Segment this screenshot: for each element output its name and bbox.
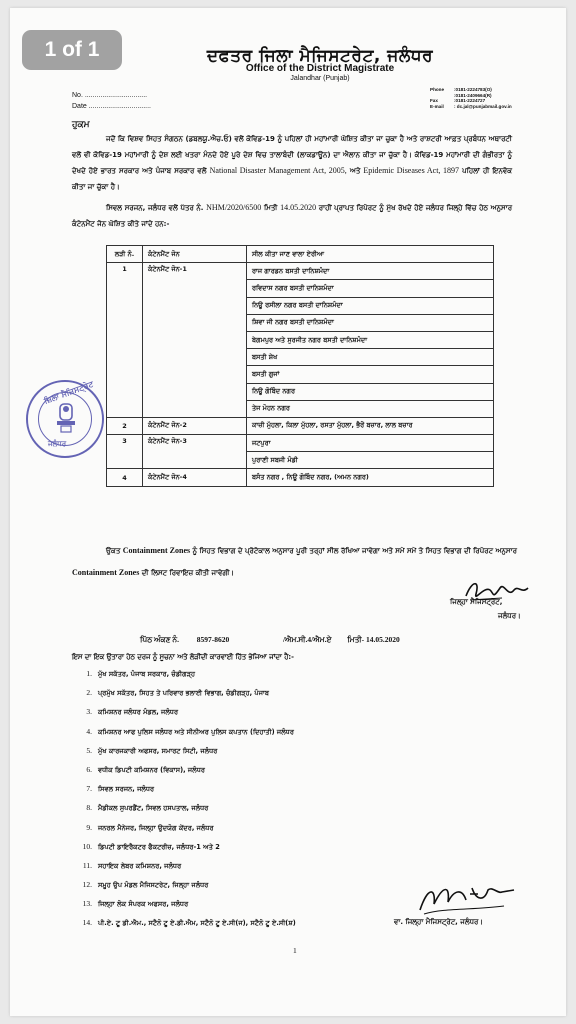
list-item [72, 860, 542, 879]
page-indicator-badge: 1 of 1 [22, 30, 122, 70]
contact-block [430, 87, 512, 109]
table-row [107, 469, 494, 486]
recipient-text: ਸਿਵਲ ਸਰਜਨ, ਜਲੰਧਰ [98, 785, 155, 794]
header-serial: ਲੜੀ ਨੰ. [107, 246, 143, 263]
recipient-text: ਕਮਿਸ਼ਨਰ ਜਲੰਧਰ ਮੰਡਲ, ਜਲੰਧਰ [98, 708, 179, 717]
contact-value: : dc.jal@punjabmail.gov.in [454, 103, 512, 109]
no-label: No. [72, 92, 83, 99]
recipient-text: ਪੀ.ਏ. ਟੂ ਡੀ.ਐਮ., ਸਟੈਨੋ ਟੂ ਏ.ਡੀ.ਐਮ, ਸਟੈਨੋ ਟੂ ਏ.ਸੀ(ਜ), ਸਟੈਨੋ ਟੂ ਏ.ਸੀ(ਸ਼) [98, 919, 296, 928]
recipient-text: ਜਨਰਲ ਮੈਨੇਜਰ, ਜਿਲ੍ਹਾ ਉਦਯੋਗ ਕੇਂਦਰ, ਜਲੰਧਰ [98, 823, 214, 832]
contact-label: E-mail [430, 103, 444, 109]
para3-text-c: ਦੀ ਲਿਸਟ ਰਿਵਾਇਜ਼ ਕੀਤੀ ਜਾਵੇਗੀ। [141, 569, 235, 577]
reference-fields: No. ................................ Date ................................ [72, 92, 151, 110]
list-number: 4. [86, 726, 92, 736]
sealed-area: ਤੇਜ ਮੋਹਨ ਨਗਰ [247, 400, 494, 417]
contact-label: Fax [430, 98, 438, 104]
list-item [72, 822, 542, 841]
sealed-area: ਰਵਿਦਾਸ ਨਗਰ ਬਸਤੀ ਦਾਨਿਸ਼ਮੰਦਾ [247, 280, 494, 297]
office-city: Jalandhar (Punjab) [290, 75, 350, 82]
recipient-text: ਕਮਿਸ਼ਨਰ ਆਫ ਪੁਲਿਸ ਜਲੰਧਰ ਅਤੇ ਸੀਨੀਅਰ ਪੁਲਿਸ ਕਪਤਾਨ (ਦਿਹਾਤੀ) ਜਲੰਧਰ [98, 727, 294, 736]
para3-text-b: ਨੂੰ ਸਿਹਤ ਵਿਭਾਗ ਦੇ ਪ੍ਰੋਟੋਕਾਲ ਅਨੁਸਾਰ ਪੂਰੀ ਤਰ੍ਹਾਂ ਸੀਲ ਰੱਖਿਆ ਜਾਵੇਗਾ ਅਤੇ ਸਮੇਂ ਸਮੇਂ ਤੇ ਸਿਹਤ ਵਿਭਾਗ ਦੀ ਰਿਪੋਰਟ ਅਨੁਸਾਰ [192, 547, 517, 555]
zone-serial: 4 [107, 469, 143, 486]
letter-reference: NHM/2020/6500 [206, 203, 262, 212]
containment-zones-table [106, 245, 494, 487]
para1-text-c: ਪਹਿਲਾਂ ਹੀ ਇਨਵੋਕ ਕੀਤਾ ਜਾ ਚੁੱਕਾ ਹੈ। [72, 167, 513, 191]
sealed-area: ਰਾਜ ਗਾਰਡਨ ਬਸਤੀ ਦਾਨਿਸ਼ਮੰਦਾ [247, 263, 494, 280]
para3-text-a: ਉਕਤ [106, 547, 121, 555]
zone-name: ਕੰਟੇਨਮੈਂਟ ਜੋਨ-3 [143, 435, 247, 469]
signatory-title: ਜਿਲ੍ਹਾ ਮੈਜਿਸਟ੍ਰੇਟ, [450, 598, 503, 606]
sealed-area: ਕਾਜ਼ੀ ਮੁੱਹਲਾ, ਕਿਲਾ ਮੁੱਹਲਾ, ਰਸਤਾ ਮੁੱਹਲਾ, ਭੈਰੋਂ ਬਜ਼ਾਰ, ਲਾਲ ਬਜ਼ਾਰ [247, 417, 494, 434]
recipient-text: ਪ੍ਰਮੁੱਖ ਸਕੱਤਰ, ਸਿਹਤ ਤੇ ਪਰਿਵਾਰ ਭਲਾਈ ਵਿਭਾਗ, ਚੰਡੀਗੜ੍ਹ, ਪੰਜਾਬ [98, 689, 269, 698]
list-number: 8. [86, 803, 92, 813]
contact-label: Phone [430, 87, 445, 92]
table-row [107, 263, 494, 280]
office-title-english: Office of the District Magistrate [245, 63, 395, 74]
contact-value: :0181-2409664(R) [454, 92, 492, 98]
endorsement-intro: ਇਸ ਦਾ ਇਕ ਉਤਾਰਾ ਹੇਠ ਦਰਜ ਨੂੰ ਸੂਚਨਾ ਅਤੇ ਲੋੜੀਂਦੀ ਕਾਰਵਾਈ ਹਿੱਤ ਭੇਜਿਆ ਜਾਂਦਾ ਹੈ:- [72, 653, 294, 661]
emblem-icon [52, 400, 80, 436]
list-item [72, 764, 542, 783]
date-label: Date [72, 103, 87, 110]
sealed-area: ਪੁਰਾਣੀ ਸਬਜੀ ਮੰਡੀ [247, 452, 494, 469]
table-header-row [107, 246, 494, 263]
list-number: 2. [86, 688, 92, 698]
sealed-area: ਬਸਤੀ ਸ਼ੇਖ [247, 349, 494, 366]
order-paragraph-2 [72, 200, 512, 232]
letter-date: 14.05.2020 [280, 203, 317, 212]
order-heading: ਹੁਕਮ [72, 120, 90, 130]
para2-text-c: ਰਾਹੀਂ ਪ੍ਰਾਪਤ ਰਿਪੋਰਟ ਨੂੰ ਮੁੱਖ ਰੱਖਦੇ ਹੋਏ ਜਲੰਧਰ ਜਿਲ੍ਹੇ ਵਿੱਚ ਹੇਠ ਅਨੁਸਾਰ ਕੰਟੇਨਮੈਂਟ ਜੋਨ ਘੋਸ਼ਿਤ ਕੀਤੇ ਜਾਂਦੇ ਹਨ:- [72, 204, 513, 228]
zone-serial: 2 [107, 417, 143, 434]
list-item [72, 745, 542, 764]
sealed-area: ਬਸੰਤ ਨਗਰ , ਨਿਊ ਗੋਬਿੰਦ ਨਗਰ, (ਅਮਨ ਨਗਰ) [247, 469, 494, 486]
seal-text-bottom: ਜਲੰਧਰ [48, 440, 67, 448]
contact-value: :0181-2224783(O) [454, 87, 492, 92]
page-number: 1 [293, 946, 297, 955]
list-number: 5. [86, 745, 92, 755]
endorsement-date-label: ਮਿਤੀ- [347, 635, 365, 644]
zone-serial: 1 [107, 263, 143, 418]
list-number: 10. [82, 841, 92, 851]
sealed-area: ਬਸਤੀ ਗੁਜਾਂ [247, 366, 494, 383]
para2-text-a: ਸਿਵਲ ਸਰਜਨ, ਜਲੰਧਰ ਵਲੋਂ ਪੱਤਰ ਨੰ. [106, 204, 204, 212]
endorsement-label: ਪਿੱਠ ਅੰਕਣ ਨੰ. [140, 635, 179, 644]
list-item [72, 802, 542, 821]
recipient-text: ਮੈਡੀਕਲ ਸੁਪਰਡੈਂਟ, ਸਿਵਲ ਹਸਪਤਾਲ, ਜਲੰਧਰ [98, 804, 209, 813]
zone-name: ਕੰਟੇਨਮੈਂਟ ਜੋਨ-4 [143, 469, 247, 486]
list-number: 6. [86, 764, 92, 774]
table-row [107, 435, 494, 452]
act-epidemic: Epidemic Diseases Act, 1897 [363, 166, 460, 175]
header-area: ਸੀਲ ਕੀਤਾ ਜਾਣ ਵਾਲਾ ਏਰੀਆ [247, 246, 494, 263]
contact-value: :0181-2224727 [454, 98, 486, 104]
official-seal-stamp [26, 380, 104, 458]
recipient-text: ਵਧੀਕ ਡਿਪਟੀ ਕਮਿਸ਼ਨਰ (ਵਿਕਾਸ), ਜਲੰਧਰ [98, 765, 205, 774]
table-row [107, 417, 494, 434]
recipient-text: ਜਿਲ੍ਹਾ ਲੋਕ ਸੰਪਰਕ ਅਫਸਰ, ਜਲੰਧਰ [98, 900, 189, 909]
list-number: 1. [86, 669, 92, 678]
endorsement-line [140, 635, 400, 645]
sealed-area: ਸ਼ਿਵਾ ਜੀ ਨਗਰ ਬਸਤੀ ਦਾਨਿਸ਼ਮੰਦਾ [247, 314, 494, 331]
additional-magistrate-signature [414, 880, 534, 918]
endorsement-date: 14.05.2020 [366, 635, 400, 644]
list-item [72, 783, 542, 802]
sealed-area: ਜਟਪੁਰਾ [247, 435, 494, 452]
office-title-punjabi: ਦਫਤਰ ਜਿਲਾ ਮੈਜਿਸਟਰੇਟ, ਜਲੰਧਰ [206, 46, 434, 66]
footer-signatory: ਵਾ. ਜਿਲ੍ਹਾ ਮੈਜਿਸਟ੍ਰੇਟ, ਜਲੰਧਰ। [394, 918, 484, 926]
sealed-area: ਬੇਗਮਪੁਰ ਅਤੇ ਸੁਰਜੀਤ ਨਗਰ ਬਸਤੀ ਦਾਨਿਸ਼ਮੰਦਾ [247, 331, 494, 348]
order-paragraph-1 [72, 132, 512, 195]
containment-zones-term: Containment Zones [122, 546, 191, 555]
seal-text-top: ਜ਼ਿਲਾ ਮੈਜਿਸਟ੍ਰੇਟ [42, 379, 95, 406]
list-number: 13. [82, 899, 92, 909]
recipient-text: ਡਿਪਟੀ ਡਾਇਰੈਕਟਰ ਫੈਕਟਰੀਜ਼, ਜਲੰਧਰ-1 ਅਤੇ 2 [98, 842, 220, 851]
list-number: 3. [86, 707, 92, 717]
header-zone: ਕੰਟੇਨਮੈਂਟ ਜੋਨ [143, 246, 247, 263]
endorsement-number: 8597-8620 [196, 635, 230, 644]
endorsement-office-code: /ਐਮ.ਸੀ.4/ਐਮ.ਏ [282, 635, 332, 644]
list-item [72, 668, 542, 687]
para1-text-b: ਅਤੇ [349, 167, 361, 175]
list-item [72, 841, 542, 860]
list-number: 11. [82, 860, 92, 870]
recipient-text: ਮੁੱਖ ਸਕੱਤਰ, ਪੰਜਾਬ ਸਰਕਾਰ, ਚੰਡੀਗੜ੍ਹ [98, 670, 196, 678]
para2-text-b: ਮਿਤੀ [263, 204, 278, 212]
list-number: 14. [82, 918, 92, 928]
recipient-text: ਮੁੱਖ ਕਾਰਜਕਾਰੀ ਅਫਸਰ, ਸਮਾਰਟ ਸਿਟੀ, ਜਲੰਧਰ [98, 746, 218, 755]
list-number: 7. [86, 784, 92, 794]
list-item [72, 706, 542, 725]
zone-serial: 3 [107, 435, 143, 469]
list-number: 12. [82, 880, 92, 890]
list-item [72, 687, 542, 706]
list-item [72, 726, 542, 745]
containment-zones-term: Containment Zones [72, 568, 140, 577]
closing-paragraph [72, 540, 524, 584]
zone-name: ਕੰਟੇਨਮੈਂਟ ਜੋਨ-1 [143, 263, 247, 418]
act-ndma: National Disaster Management Act, 2005, [209, 166, 347, 175]
signatory-city: ਜਲੰਧਰ। [498, 612, 521, 620]
recipient-text: ਸਮੂਹ ਉਪ ਮੰਡਲ ਮੈਜਿਸਟਰੇਟ, ਜਿਲ੍ਹਾ ਜਲੰਧਰ [98, 881, 209, 890]
zone-name: ਕੰਟੇਨਮੈਂਟ ਜੋਨ-2 [143, 417, 247, 434]
list-number: 9. [86, 822, 92, 832]
sealed-area: ਨਿਊ ਰਸੀਲਾ ਨਗਰ ਬਸਤੀ ਦਾਨਿਸ਼ਮੰਦਾ [247, 297, 494, 314]
para1-text-a: ਜਦੋਂ ਕਿ ਵਿਸ਼ਵ ਸਿਹਤ ਸੰਗਠਨ (ਡਬਲਯੂ.ਐਚ.ਓ) ਵਲੋਂ ਕੋਵਿਡ-19 ਨੂੰ ਪਹਿਲਾਂ ਹੀ ਮਹਾਂਮਾਰੀ ਘੋਸ਼ਿਤ ਕੀਤਾ ਜਾ ਚੁਕਾ ਹੈ ਅਤੇ ਰਾਸ਼ਟਰੀ ਆਫ਼ਤ ਪ੍ਰਬੰਧਨ ਅਥਾਰਟੀ ਵਲੋਂ ਵੀ ਕੋਵਿਡ-19 ਮਹਾਂਮਾਰੀ ਨੂੰ ਦੇਸ਼ ਲਈ ਖਤਰਾ ਮੰਨਦੇ ਹੋਏ ਪੂਰੇ ਦੇਸ਼ ਵਿਚ ਤਾਲਾਬੰਦੀ (ਲਾਕਡਾਊਨ) ਦਾ ਐਲਾਨ ਕੀਤਾ ਜਾ ਚੁੱਕਾ ਹੈ। ਕੋਵਿਡ-19 ਮਹਾਂਮਾਰੀ ਦੀ ਗੰਭੀਰਤਾ ਨੂੰ ਦੇਖਦੇ ਹੋਏ ਭਾਰਤ ਸਰਕਾਰ ਅਤੇ ਪੰਜਾਬ ਸਰਕਾਰ ਵਲੋਂ [72, 135, 512, 175]
document-page [10, 8, 566, 1016]
recipient-text: ਸਹਾਇਕ ਲੇਬਰ ਕਮਿਸ਼ਨਰ, ਜਲੰਧਰ [98, 861, 182, 870]
sealed-area: ਨਿਊ ਗੋਬਿੰਦ ਨਗਰ [247, 383, 494, 400]
